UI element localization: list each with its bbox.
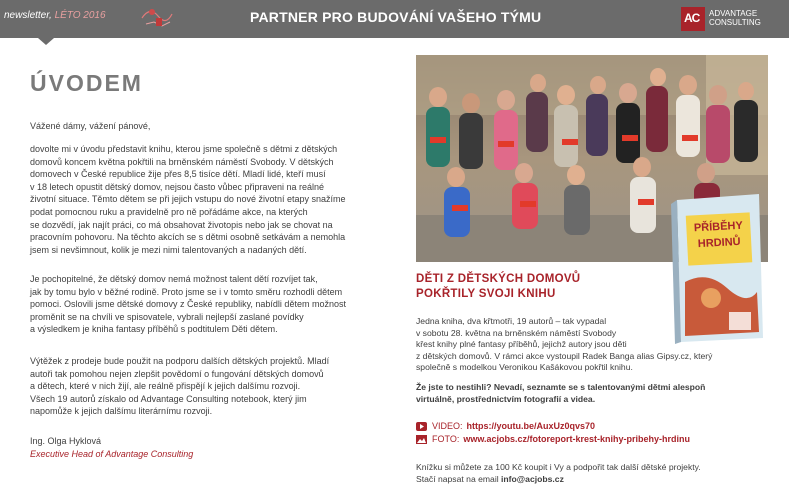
- book-title-line2: HRDINŮ: [697, 235, 741, 251]
- article-body: Jedna kniha, dva křtmotři, 19 autorů – tak vypadal v sobotu 28. května na brněnském náměstí Svobody křest knihy plné fantasy příběhů, jejichž autory jsou děti z dětských domovů. V rámci akce vystoupil Radek Banga alias Gipsy.cz, který společně s modelkou Veronikou Kašákovou pokřtil knihu.: [416, 316, 713, 372]
- footer-line-2: Stačí napsat na email info@acjobs.cz: [416, 473, 564, 484]
- header-bar: [0, 0, 789, 38]
- footer-line-1: Knížku si můžete za 100 Kč koupit i Vy a podpořit tak další dětské projekty.: [416, 462, 701, 472]
- footer-email-link[interactable]: info@acjobs.cz: [501, 473, 564, 484]
- article-callout: Že jste to nestihli? Nevadí, seznamte se s talentovanými dětmi alespoň virtuálně, prostřednictvím fotografií a videa.: [416, 382, 706, 404]
- photo-link-row[interactable]: [416, 434, 690, 444]
- edition-label: LÉTO 2016: [54, 10, 106, 21]
- header-notch: [38, 38, 54, 45]
- company-logo-text: ADVANTAGE CONSULTING: [709, 9, 761, 27]
- photo-link[interactable]: www.acjobs.cz/fotoreport-krest-knihy-pribehy-hrdinu: [463, 434, 691, 444]
- company-logo: AC: [681, 7, 705, 31]
- book-title-line1: PŘÍBĚHY: [693, 219, 744, 235]
- signature-name: Ing. Olga Hyklová: [30, 436, 102, 446]
- signature-role: Executive Head of Advantage Consulting: [30, 449, 194, 459]
- paragraph-3: Výtěžek z prodeje bude použit na podporu dalších dětských projektů. Mladí autoři tak pomohou nejen zlepšit povědomí o fungování dětských domovů a dětech, které v nich žijí, ale reálně přispějí k jejich dalšímu rozvoji. Všech 19 autorů získalo od Advantage Consulting notebook, který jim napomůže k jejich dalšímu literárnímu rozvoji.: [30, 356, 330, 417]
- section-title: ÚVODEM: [30, 70, 143, 96]
- video-link-row[interactable]: [416, 421, 595, 431]
- greeting: Vážené dámy, vážení pánové,: [30, 121, 151, 131]
- paragraph-1: dovolte mi v úvodu představit knihu, kterou jsme společně s dětmi z dětských domovů koncem května pokřtili na brněnském náměstí Svobody. V dětských domovech v České republice žije přes 8,5 tisíce dětí. Mladí lidé, kteří musí v 18 letech opustit dětský domov, nejsou často vůbec připraveni na reálné životní situace. Těmto dětem se při jejich vstupu do nové životní etapy snažíme podat pomocnou ruku a pravidelně pro ně pořádáme akce, na kterých se dozvědí, jak najít práci, co má obsahovat životopis nebo jak se chovat na pracovním pohovoru. Na těchto akcích se s dětmi osobně setkávám a nemohla jsem si nevšimnout, kolik je mezi nimi talentovaných a nadaných dětí.: [30, 144, 346, 255]
- page-title: PARTNER PRO BUDOVÁNÍ VAŠEHO TÝMU: [250, 9, 542, 25]
- video-label: VIDEO:: [432, 421, 463, 431]
- video-link[interactable]: https://youtu.be/AuxUz0qvs70: [466, 421, 596, 431]
- article-footer: [416, 462, 701, 485]
- video-play-icon: [416, 422, 427, 431]
- newsletter-label: newsletter, LÉTO 2016: [4, 10, 106, 21]
- photo-icon: [416, 435, 427, 444]
- article-title: DĚTI Z DĚTSKÝCH DOMOVŮ POKŘTILY SVOJI KNIHU: [416, 273, 581, 300]
- header-decoration-icon: [140, 4, 174, 32]
- photo-label: FOTO:: [432, 434, 460, 444]
- paragraph-2: Je pochopitelné, že dětský domov nemá možnost talent dětí rozvíjet tak, jak by tomu bylo v běžné rodině. Proto jsme se i v tomto směru rozhodli dětem pomoci. Oslovili jsme dětské domovy z České republiky, nabídli dětem možnost proměnit se na chvíli ve spisovatele, vybrali nejlepší zaslané povídky a výsledkem je kniha fantasy příběhů s podtitulem Děti dětem.: [30, 274, 346, 335]
